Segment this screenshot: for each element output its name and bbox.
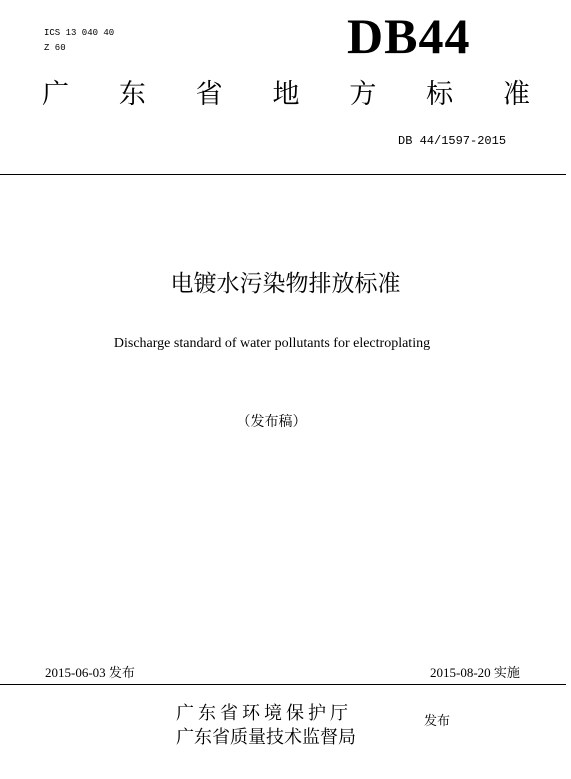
ics-code: ICS 13 040 40 [44, 28, 115, 38]
standard-kind-char: 广 [42, 79, 69, 110]
document-title-en: Discharge standard of water pollutants for electroplating [113, 336, 431, 351]
standard-number: DB 44/1597-2015 [398, 134, 507, 148]
implement-date: 2015-08-20 实施 [430, 665, 520, 680]
standard-kind-char: 方 [349, 79, 377, 110]
issuer-quality-bureau: 广东省质量技术监督局 [176, 727, 356, 748]
top-divider [0, 174, 566, 175]
standard-kind-char: 准 [502, 79, 530, 110]
issue-date: 2015-06-03 发布 [45, 665, 135, 680]
standard-kind-char: 地 [272, 79, 300, 110]
bottom-divider [0, 684, 566, 685]
issue-word: 发布 [424, 714, 451, 729]
standard-kind [42, 78, 530, 112]
standard-kind-char: 标 [426, 79, 454, 110]
db-logo: DB44 [347, 8, 471, 64]
document-title-cn: 电镀水污染物排放标准 [170, 271, 401, 297]
ccs-code: Z 60 [44, 43, 66, 53]
standard-kind-char: 东 [118, 79, 146, 110]
standard-kind-char: 省 [195, 79, 223, 110]
issuer-environment-dept: 广东省环境保护厅 [176, 703, 352, 724]
draft-note: （发布稿） [236, 414, 307, 430]
